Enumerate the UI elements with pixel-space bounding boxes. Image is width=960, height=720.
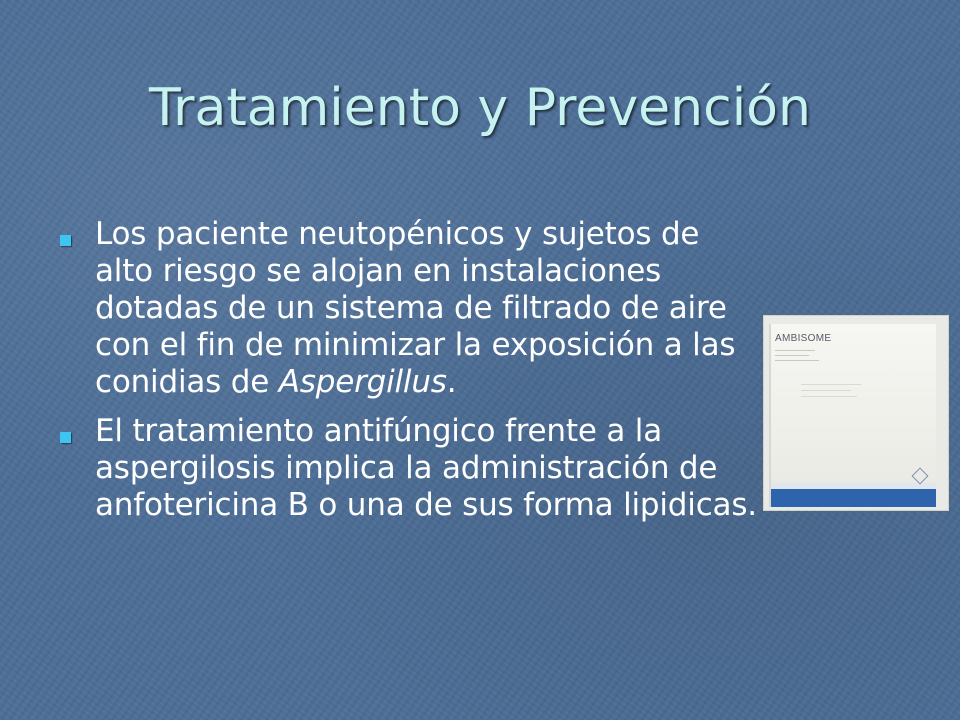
bullet-text-main: Los paciente neutopénicos y sujetos de alto riesgo se alojan en instalaciones dotadas de un sistema de filtrado de aire con el fin de minimizar la exposición a las conidias de xyxy=(95,216,736,400)
box-print-line xyxy=(775,360,819,361)
bullet-text-italic: Aspergillus xyxy=(278,364,447,400)
square-bullet-icon xyxy=(60,432,71,443)
bullet-item xyxy=(58,413,758,524)
diamond-logo-icon xyxy=(912,468,929,485)
bullet-text xyxy=(95,216,735,400)
box-blue-band xyxy=(771,489,936,507)
bullet-item xyxy=(58,216,758,401)
box-print-line xyxy=(775,350,815,351)
bullet-text xyxy=(95,413,757,523)
box-print-line xyxy=(801,384,861,385)
box-print-line xyxy=(801,396,857,397)
square-bullet-icon xyxy=(60,235,71,246)
slide-title: Tratamiento y Prevención xyxy=(149,78,811,138)
box-print-line xyxy=(775,355,809,356)
medicine-box xyxy=(769,324,936,507)
box-print-line xyxy=(801,390,851,391)
bullet-text-end: . xyxy=(446,364,457,400)
box-brand-label: AMBISOME xyxy=(775,333,832,344)
bullet-text-main: El tratamiento antifúngico frente a la aspergilosis implica la administración de anfotericina B o una de sus forma lipidicas. xyxy=(95,413,757,523)
product-box-image xyxy=(763,315,949,511)
bullet-list xyxy=(58,216,758,536)
